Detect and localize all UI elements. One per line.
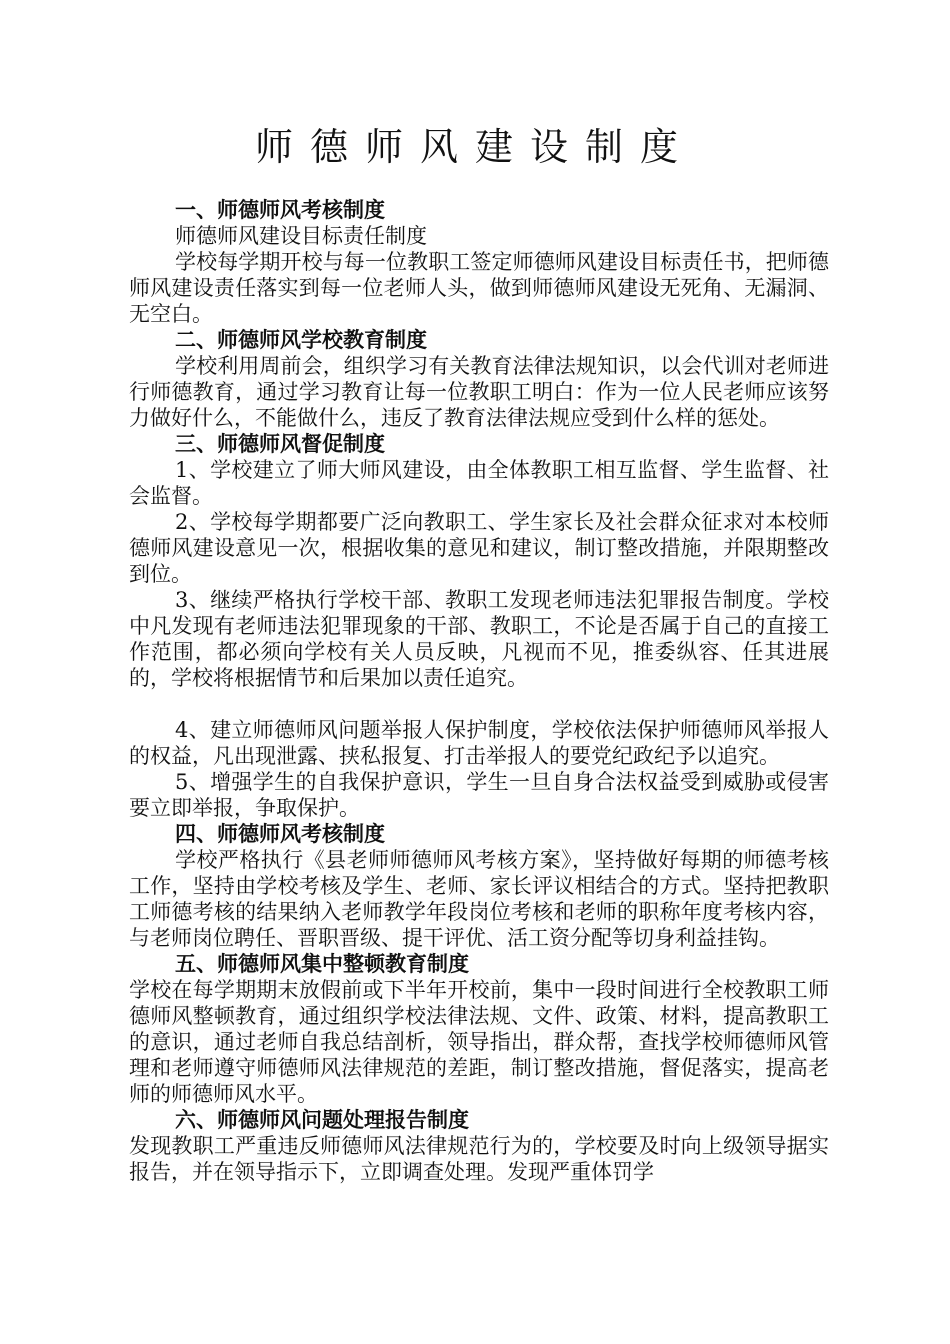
section-heading-2: 二、师德师风学校教育制度: [175, 328, 427, 352]
section-heading-6: 六、师德师风问题处理报告制度: [175, 1108, 469, 1132]
section-heading-3: 三、师德师风督促制度: [175, 432, 385, 456]
paragraph: 3、继续严格执行学校干部、教职工发现老师违法犯罪报告制度。学校中凡发现有老师违法犯罪现象的干部、教职工，不论是否属于自己的直接工作范围，都必须向学校有关人员反映，凡视而不见，推委纵容、任其进展的，学校将根据情节和后果加以责任追究。: [129, 588, 829, 690]
paragraph: 学校利用周前会，组织学习有关教育法律法规知识，以会代训对老师进行师德教育，通过学习教育让每一位教职工明白：作为一位人民老师应该努力做好什么，不能做什么，违反了教育法律法规应受到什么样的惩处。: [129, 354, 829, 430]
blank-line: [129, 691, 829, 717]
section-heading-1: 一、师德师风考核制度: [175, 198, 385, 222]
document-body: [129, 197, 829, 1185]
paragraph: 学校严格执行《县老师师德师风考核方案》，坚持做好每期的师德考核工作，坚持由学校考核及学生、老师、家长评议相结合的方式。坚持把教职工师德考核的结果纳入老师教学年段岗位考核和老师的职称年度考核内容，与老师岗位聘任、晋职晋级、提干评优、活工资分配等切身利益挂钩。: [129, 848, 829, 950]
section-heading-4: 四、师德师风考核制度: [175, 822, 385, 846]
paragraph: 学校每学期开校与每一位教职工签定师德师风建设目标责任书，把师德师风建设责任落实到每一位老师人头，做到师德师风建设无死角、无漏洞、无空白。: [129, 250, 829, 326]
document-title: 师德师风建设制度: [254, 125, 695, 169]
section-subheading-1: 师德师风建设目标责任制度: [175, 224, 427, 248]
paragraph: 2、学校每学期都要广泛向教职工、学生家长及社会群众征求对本校师德师风建设意见一次，根据收集的意见和建议，制订整改措施，并限期整改到位。: [129, 510, 829, 586]
paragraph: 发现教职工严重违反师德师风法律规范行为的，学校要及时向上级领导据实报告，并在领导指示下，立即调查处理。发现严重体罚学: [129, 1134, 829, 1184]
section-heading-5: 五、师德师风集中整顿教育制度: [175, 952, 469, 976]
paragraph: 学校在每学期期末放假前或下半年开校前，集中一段时间进行全校教职工师德师风整顿教育，通过组织学校法律法规、文件、政策、材料，提高教职工的意识，通过老师自我总结剖析，领导指出，群众帮，查找学校师德师风管理和老师遵守师德师风法律规范的差距，制订整改措施，督促落实，提高老师的师德师风水平。: [129, 978, 829, 1106]
paragraph: 1、学校建立了师大师风建设，由全体教职工相互监督、学生监督、社会监督。: [129, 458, 829, 508]
paragraph: 5、增强学生的自我保护意识，学生一旦自身合法权益受到威胁或侵害要立即举报，争取保护。: [129, 770, 829, 820]
paragraph: 4、建立师德师风问题举报人保护制度，学校依法保护师德师风举报人的权益，凡出现泄露、挟私报复、打击举报人的要党纪政纪予以追究。: [129, 718, 829, 768]
